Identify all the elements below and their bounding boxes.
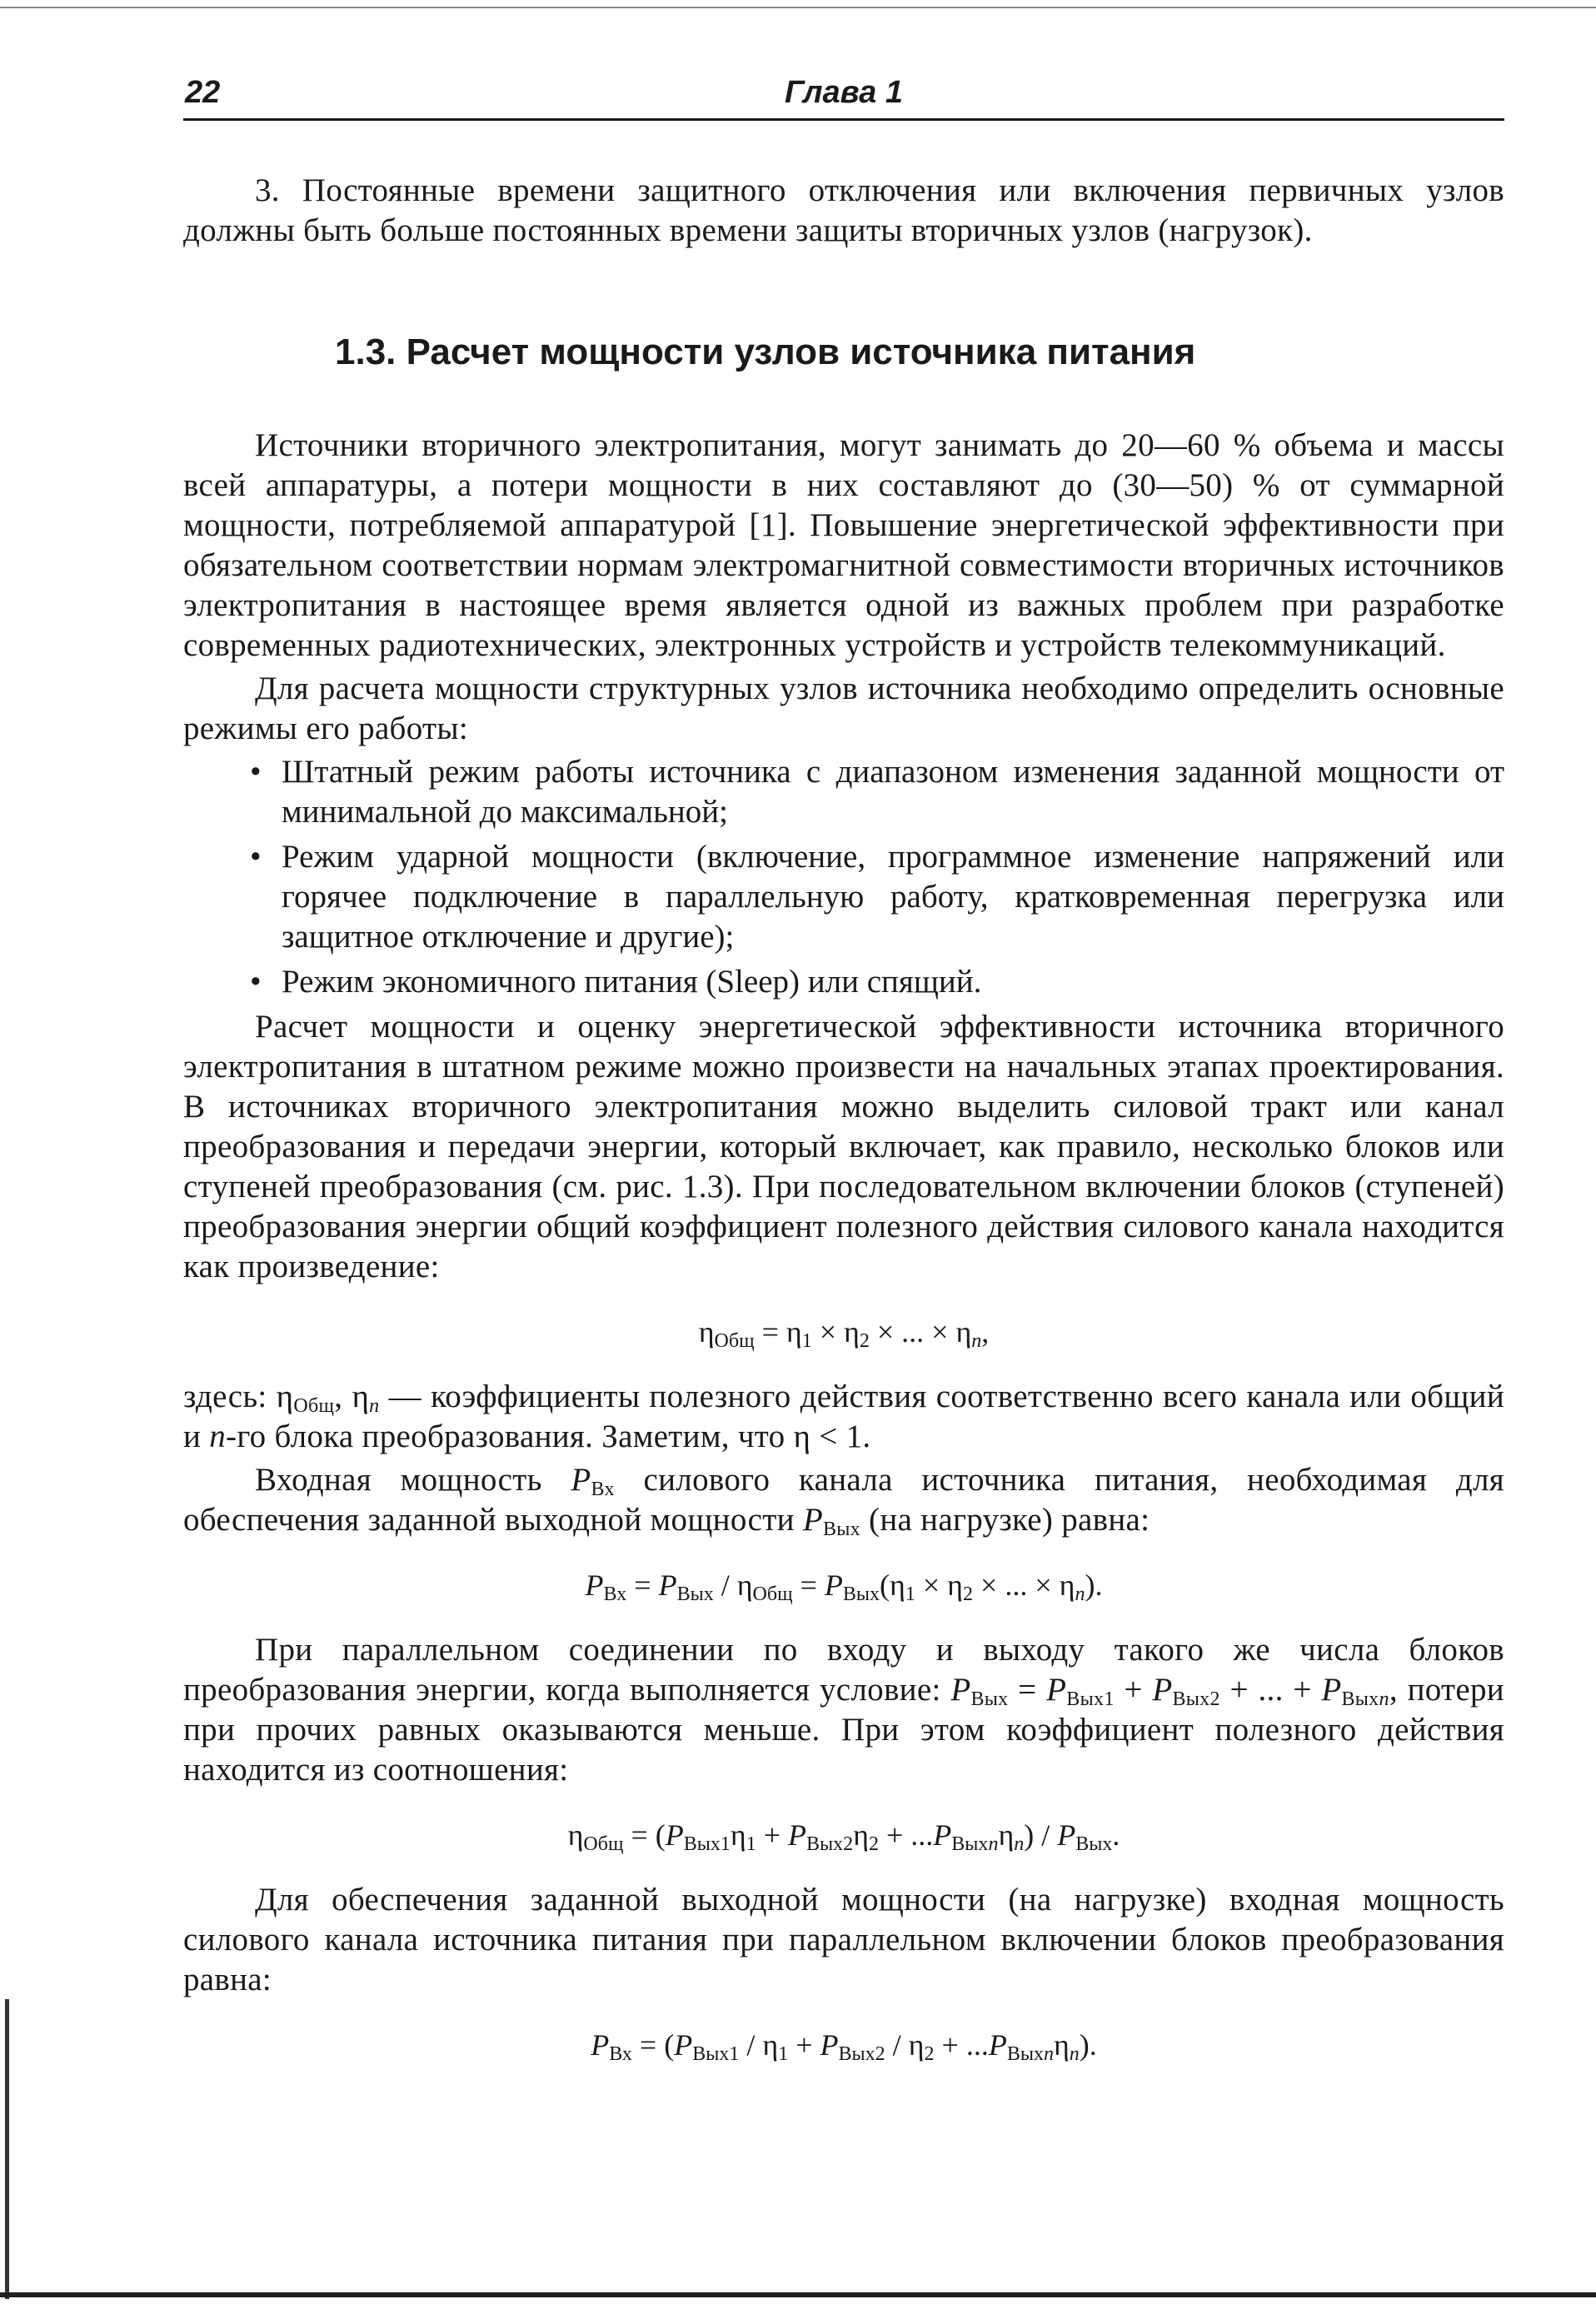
scan-edge-left: [5, 1999, 9, 2299]
paragraph-2: Для расчета мощности структурных узлов источника необходимо определить основные режимы его работы:: [183, 671, 1504, 746]
paragraph-7: Для обеспечения заданной выходной мощности (на нагрузке) входная мощность силового канала источника питания при параллельном включении блоков преобразования равна:: [183, 1882, 1504, 1997]
list-item: [183, 962, 1504, 1002]
formula-input-power-parallel: $P_{Вх} = (P_{Вых1} / \eta_1 + P_{Вых2} / \eta_2 + ...P_{Выхn}\eta_n)$.: [591, 2028, 1097, 2065]
paragraph-6: При параллельном соединении по входу и выходу такого же числа блоков преобразования энергии, когда выполняется условие: $P_{Вых} = P_{Вых1} + P_{Вых2}$ + ... + $P_{Выхn}$, потери при прочих равных оказываются меньше. При этом коэффициент полезного действия находится из соотношения:: [183, 1632, 1504, 1788]
section-heading: 1.3. Расчет мощности узлов источника питания: [335, 332, 1196, 372]
scan-edge-top: [0, 7, 1596, 8]
list-item-text: Режим экономичного питания (Sleep) или спящий.: [282, 964, 982, 1000]
paragraph-3: Расчет мощности и оценку энергетической эффективности источника вторичного электропитания в штатном режиме можно произвести на начальных этапах проектирования. В источниках вторичного электропитания можно выделить силовой тракт или канал преобразования и передачи энергии, который включает, как правило, несколько блоков или ступеней преобразования (см. рис. 1.3). При последовательном включении блоков (ступеней) преобразования энергии общий коэффициент полезного действия силового канала находится как произведение:: [183, 1009, 1504, 1284]
list-item-text: Штатный режим работы источника с диапазоном изменения заданной мощности от минимальной до максимальной;: [282, 754, 1504, 830]
scan-edge-bottom: [0, 2292, 1596, 2297]
paragraph-4: здесь: $\eta_{Общ}$, $\eta_n$ — коэффициенты полезного действия соответственно всего канала или общий и n-го блока преобразования. Заметим, что η < 1.: [183, 1379, 1504, 1454]
paragraph-1: Источники вторичного электропитания, могут занимать до 20—60 % объема и массы всей аппаратуры, а потери мощности в них составляют до (30—50) % от суммарной мощности, потребляемой аппаратурой [1]. Повышение энергетической эффективности при обязательном соответствии нормам электромагнитной совместимости вторичных источников электропитания в настоящее время является одной из важных проблем при разработке современных радиотехнических, электронных устройств и устройств телекоммуникаций.: [183, 427, 1504, 663]
bullet-icon: •: [250, 839, 262, 875]
formula-parallel-efficiency: $\eta_{Общ} = (P_{Вых1}\eta_1 + P_{Вых2}\eta_2 + ...P_{Выхn}\eta_n) / P_{Вых}$.: [567, 1818, 1120, 1855]
page-number: 22: [185, 75, 221, 110]
modes-list: [183, 752, 1504, 1002]
list-item: [183, 837, 1504, 957]
formula-total-efficiency: $\eta_{Общ} = \eta_1 \times \eta_2$ × ... × $\eta_n$,: [698, 1315, 990, 1352]
chapter-title: Глава 1: [785, 75, 903, 110]
bullet-icon: •: [250, 754, 262, 790]
intro-paragraph: 3. Постоянные времени защитного отключения или включения первичных узлов должны быть больше постоянных времени защиты вторичных узлов (нагрузок).: [183, 172, 1504, 248]
list-item-text: Режим ударной мощности (включение, программное изменение напряжений или горячее подключение в параллельную работу, кратковременная перегрузка или защитное отключение и другие);: [282, 839, 1504, 955]
paragraph-5: Входная мощность $P_{Вх}$ силового канала источника питания, необходимая для обеспечения заданной выходной мощности $P_{Вых}$ (на нагрузке) равна:: [183, 1462, 1504, 1540]
formula-input-power-series: $P_{Вх} = P_{Вых} / \eta_{Общ} = P_{Вых}(\eta_1 \times \eta_2$ × ... × $\eta_n$).: [585, 1568, 1103, 1605]
list-item: [183, 752, 1504, 832]
running-header: [183, 72, 1504, 121]
bullet-icon: •: [250, 964, 262, 1000]
main-text: [183, 171, 1504, 2090]
